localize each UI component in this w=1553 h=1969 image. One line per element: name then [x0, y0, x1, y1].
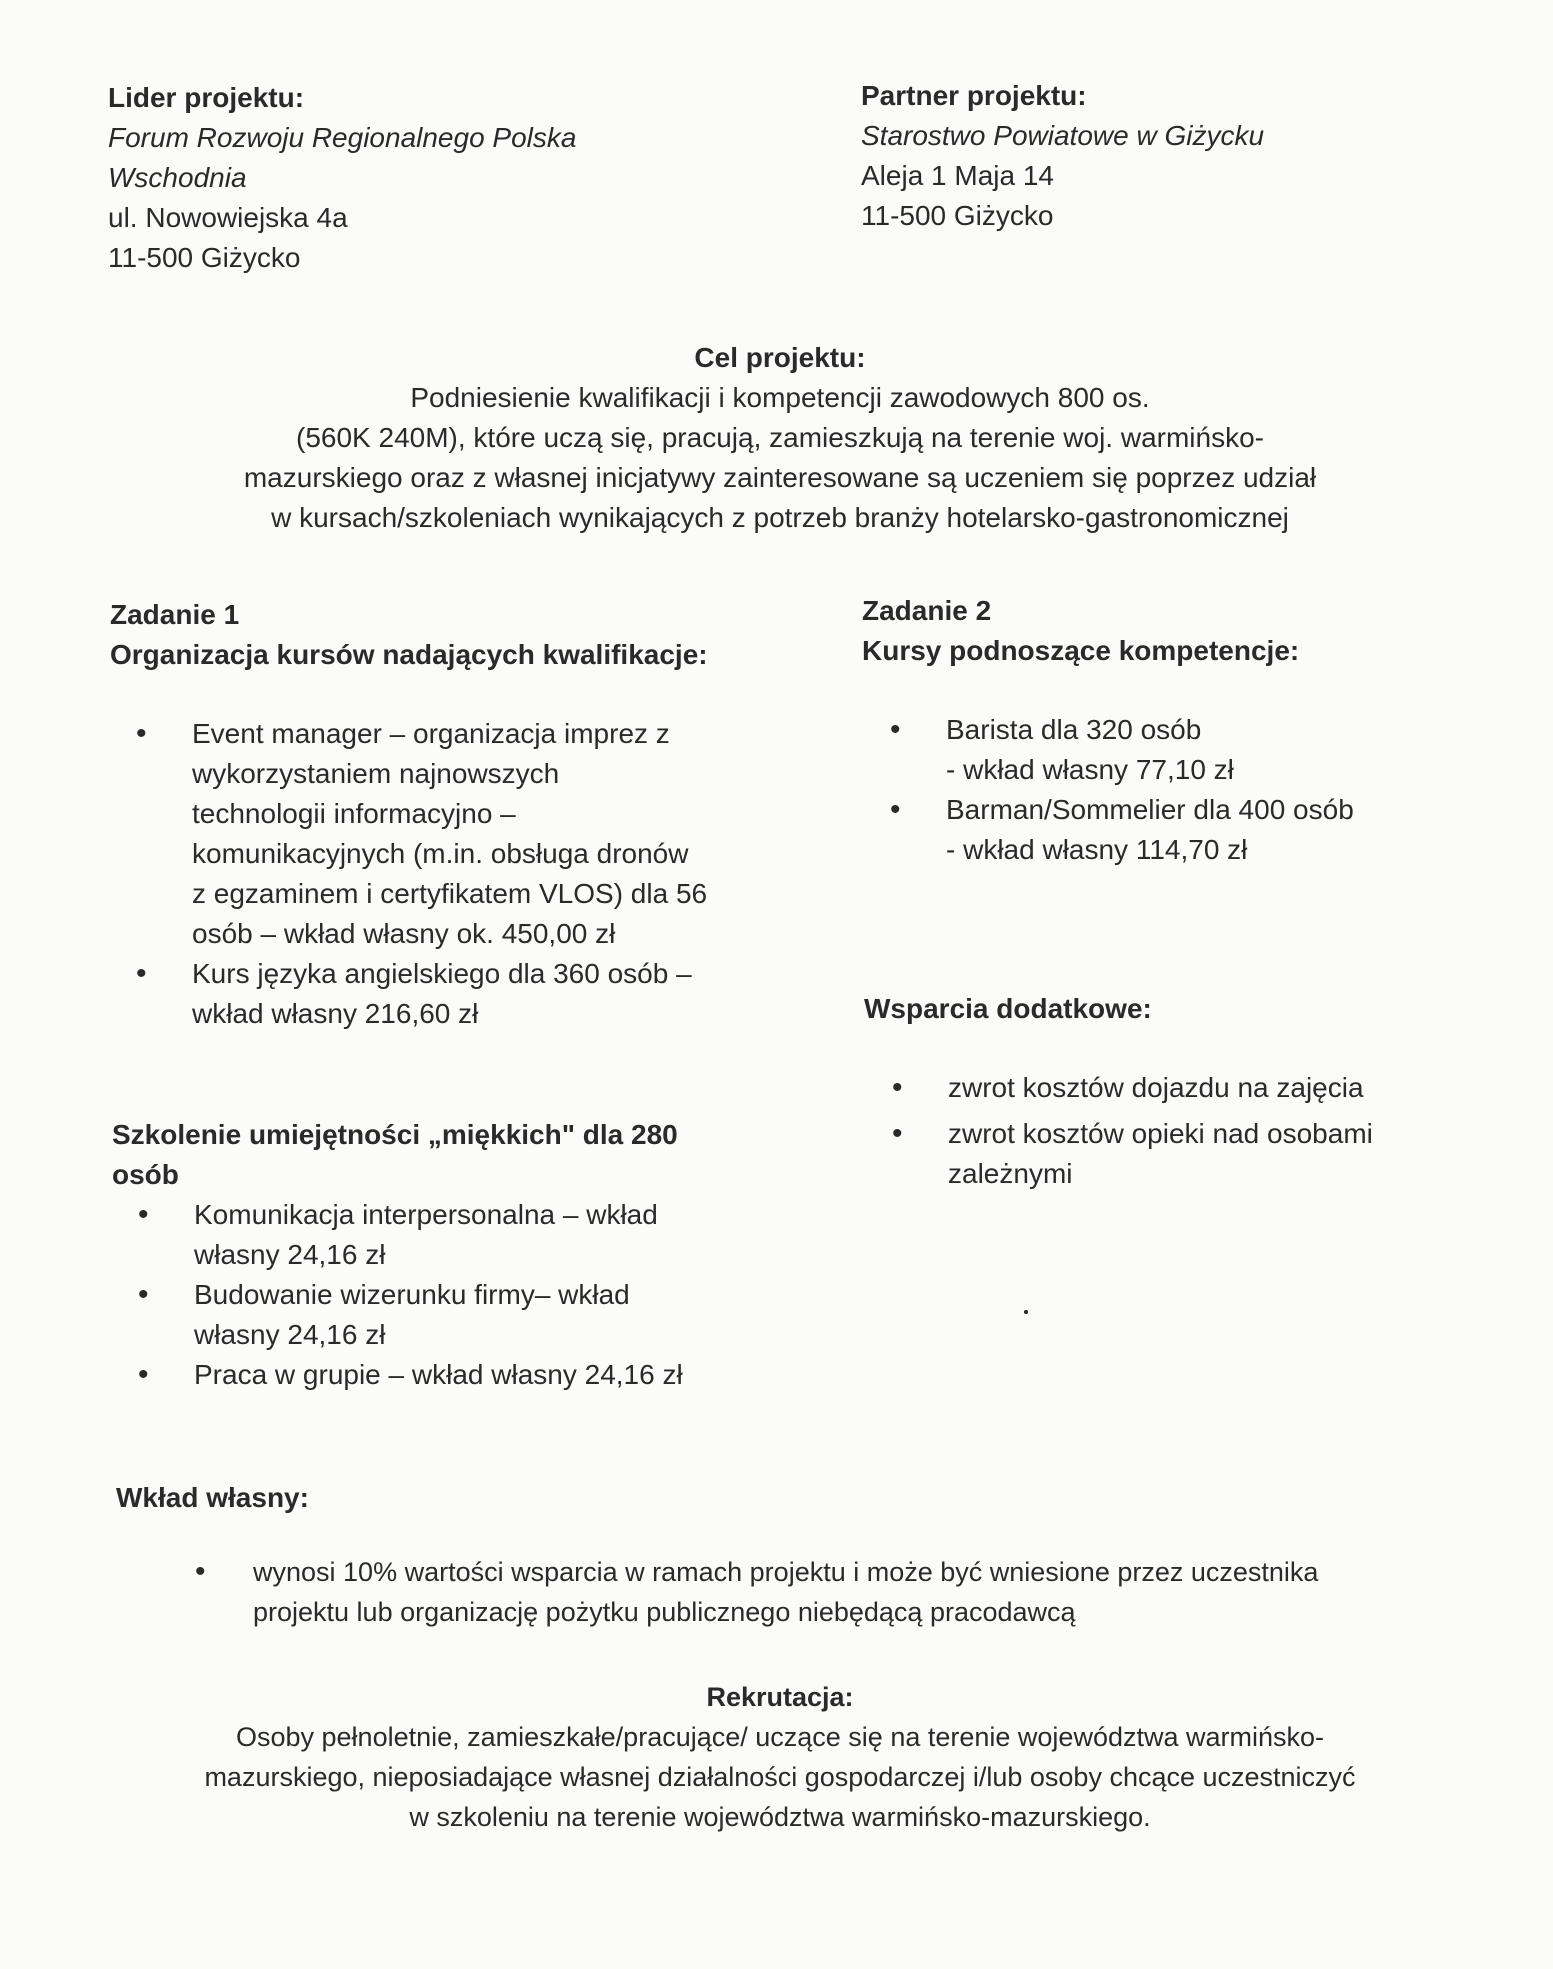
scan-speck [1024, 1310, 1028, 1314]
soft-skills-title: osób [112, 1159, 179, 1190]
partner-heading: Partner projektu: [861, 80, 1087, 111]
leader-name-line2: Wschodnia [108, 162, 247, 193]
list-item [890, 710, 1490, 790]
list-item-text: - wkład własny 77,10 zł [946, 754, 1234, 785]
recruitment-line: Osoby pełnoletnie, zamieszkałe/pracujące/ uczące się na terenie województwa warmińsko- [235, 1722, 1325, 1752]
task-2-title: Zadanie 2 [862, 595, 992, 626]
own-contribution-list [195, 1552, 1515, 1632]
list-item [136, 714, 816, 954]
list-item-text: zależnymi [948, 1158, 1073, 1189]
list-item-text: własny 24,16 zł [194, 1319, 386, 1350]
task-1 [110, 595, 790, 675]
list-item [138, 1275, 818, 1355]
list-item-text: osób – wkład własny ok. 450,00 zł [192, 918, 616, 949]
task-2 [862, 591, 1482, 671]
task-2-subtitle: Kursy podnoszące kompetencje: [862, 635, 1300, 666]
goal-line: (560K 240M), które uczą się, pracują, zamieszkują na terenie woj. warmińsko- [296, 422, 1264, 453]
project-goal [80, 338, 1480, 538]
leader-street: ul. Nowowiejska 4a [108, 202, 348, 233]
list-item [892, 1068, 1492, 1108]
list-item-text: • Barista dla 320 osób [946, 714, 1202, 745]
recruitment-heading: Rekrutacja: [706, 1682, 854, 1712]
list-item-text: technologii informacyjno – [192, 798, 516, 829]
partner-street: Aleja 1 Maja 14 [861, 160, 1055, 191]
soft-skills [112, 1115, 812, 1195]
list-item-text: • wynosi 10% wartości wsparcia w ramach projektu i może być wniesione przez uczestnika [253, 1557, 1319, 1587]
recruitment-line: w szkoleniu na terenie województwa warmińsko-mazurskiego. [409, 1802, 1151, 1832]
list-item-text: z egzaminem i certyfikatem VLOS) dla 56 [192, 878, 708, 909]
own-contribution-title: Wkład własny: [116, 1482, 309, 1513]
list-item-text: projektu lub organizację pożytku publicznego niebędącą pracodawcą [253, 1597, 1076, 1627]
goal-line: mazurskiego oraz z własnej inicjatywy zainteresowane są uczeniem się poprzez udział [243, 462, 1317, 493]
list-item [138, 1355, 818, 1395]
list-item [890, 790, 1490, 870]
partner-city: 11-500 Giżycko [861, 200, 1054, 231]
list-item-text: • zwrot kosztów dojazdu na zajęcia [948, 1072, 1364, 1103]
goal-line: w kursach/szkoleniach wynikających z potrzeb branży hotelarsko-gastronomicznej [271, 502, 1289, 533]
list-item-text: wkład własny 216,60 zł [192, 998, 479, 1029]
list-item [138, 1195, 818, 1275]
extra-support-title: Wsparcia dodatkowe: [864, 993, 1152, 1024]
extra-support-list [892, 1068, 1492, 1194]
soft-skills-list [138, 1195, 818, 1395]
list-item-text: • Praca w grupie – wkład własny 24,16 zł [194, 1359, 683, 1390]
list-item-text: • Kurs języka angielskiego dla 360 osób – [192, 958, 692, 989]
leader-heading: Lider projektu: [108, 82, 305, 113]
leader-name-line1: Forum Rozwoju Regionalnego Polska [108, 122, 577, 153]
leader-city: 11-500 Giżycko [108, 242, 301, 273]
list-item-text: - wkład własny 114,70 zł [946, 834, 1248, 865]
recruitment [60, 1677, 1500, 1837]
task-1-list [136, 714, 816, 1034]
soft-skills-title: Szkolenie umiejętności „miękkich" dla 280 [112, 1119, 678, 1150]
list-item-text: • Barman/Sommelier dla 400 osób [946, 794, 1354, 825]
goal-line: Podniesienie kwalifikacji i kompetencji zawodowych 800 os. [410, 382, 1150, 413]
recruitment-line: mazurskiego, nieposiadające własnej działalności gospodarczej i/lub osoby chcące uczestniczyć [204, 1762, 1356, 1792]
list-item-text: wykorzystaniem najnowszych [192, 758, 560, 789]
task-1-subtitle: Organizacja kursów nadających kwalifikacje: [110, 639, 708, 670]
task-2-list [890, 710, 1490, 870]
list-item-text: • Event manager – organizacja imprez z [192, 718, 670, 749]
goal-heading: Cel projektu: [694, 342, 866, 373]
list-item [892, 1114, 1492, 1194]
list-item [136, 954, 816, 1034]
list-item-text: własny 24,16 zł [194, 1239, 386, 1270]
own-contribution [116, 1478, 716, 1518]
list-item-text: • Budowanie wizerunku firmy– wkład [194, 1279, 630, 1310]
list-item-text: • Komunikacja interpersonalna – wkład [194, 1199, 658, 1230]
project-partner [861, 76, 1481, 236]
project-leader [108, 78, 748, 278]
list-item [195, 1552, 1515, 1632]
list-item-text: komunikacyjnych (m.in. obsługa dronów [192, 838, 689, 869]
list-item-text: • zwrot kosztów opieki nad osobami [948, 1118, 1373, 1149]
task-1-title: Zadanie 1 [110, 599, 240, 630]
extra-support [864, 989, 1484, 1029]
partner-name: Starostwo Powiatowe w Giżycku [861, 120, 1265, 151]
